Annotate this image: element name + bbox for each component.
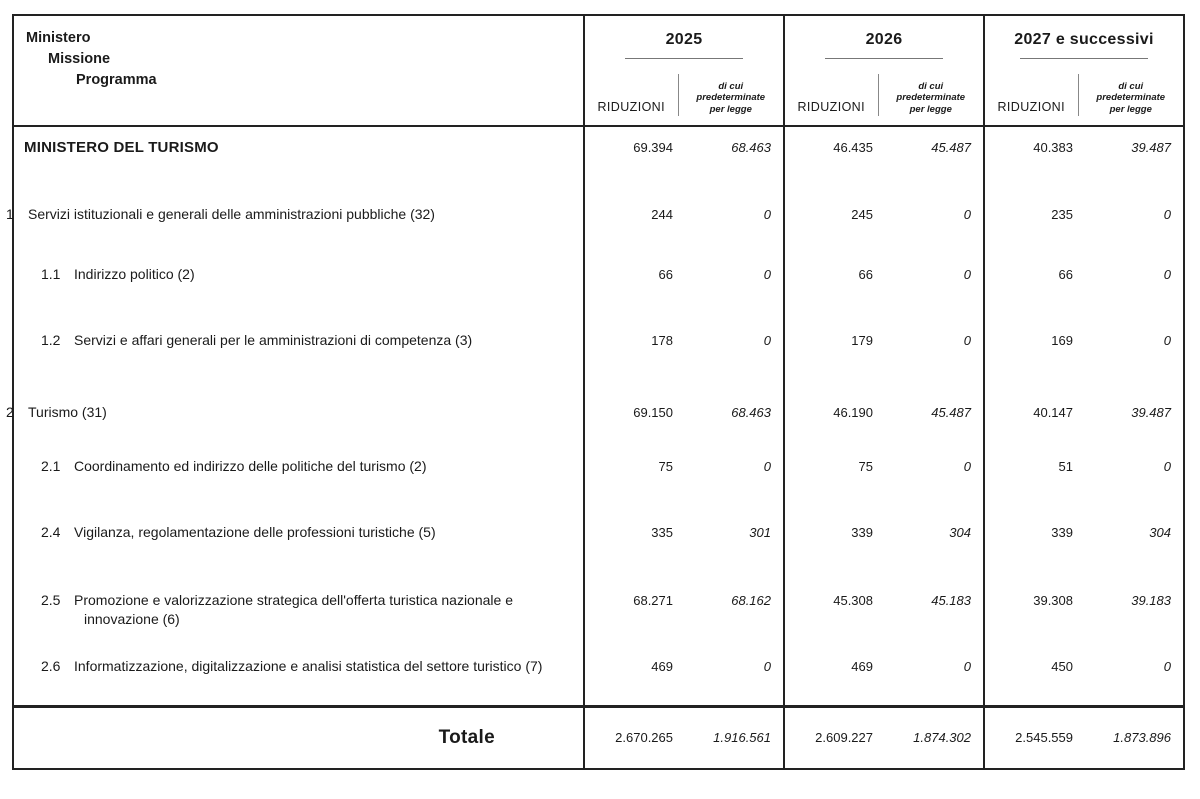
cell-predeterminate-2025: 0: [763, 207, 771, 222]
row-number: 1.2: [41, 332, 61, 348]
total-predeterminate-2026: 1.874.302: [913, 730, 971, 745]
header-year-2026-wrap: [785, 16, 983, 59]
row-period-2027: [985, 647, 1183, 705]
row-label-cell: [14, 321, 585, 393]
cell-predeterminate-2027: 39.487: [1131, 140, 1171, 155]
cell-predeterminate-2027: 39.487: [1131, 405, 1171, 420]
cell-riduzioni-2027: 235: [1051, 207, 1073, 222]
cell-predeterminate-2025: 68.463: [731, 405, 771, 420]
cell-riduzioni-2026: 179: [851, 333, 873, 348]
cell-riduzioni-2025: 69.394: [633, 140, 673, 155]
row-label-cell: [14, 255, 585, 321]
table-row: [14, 513, 1183, 581]
cell-predeterminate-2025: 0: [763, 459, 771, 474]
row-number: 1.1: [41, 266, 61, 282]
row-period-2026: [785, 127, 985, 195]
table-row: [14, 255, 1183, 321]
cell-riduzioni-2025: 75: [658, 459, 673, 474]
page-bottom-stub: [12, 783, 1185, 799]
cell-riduzioni-2025: 69.150: [633, 405, 673, 420]
row-number: 2.1: [41, 458, 61, 474]
header-year-2025: 2025: [665, 31, 703, 48]
row-period-2026: [785, 255, 985, 321]
cell-riduzioni-2026: 339: [851, 525, 873, 540]
header-subcolumns-2025: [585, 59, 783, 125]
header-missione-label: Missione: [48, 51, 111, 67]
row-label-cell: [14, 513, 585, 581]
table-row: [6, 393, 1183, 447]
row-period-2025: [585, 647, 785, 705]
total-riduzioni-2026: 2.609.227: [815, 730, 873, 745]
cell-predeterminate-2027: 39.183: [1131, 593, 1171, 608]
row-period-2027: [985, 581, 1183, 647]
cell-riduzioni-2025: 335: [651, 525, 673, 540]
row-label: 1.2Servizi e affari generali per le amministrazioni di competenza (3): [41, 332, 473, 348]
cell-riduzioni-2027: 51: [1058, 459, 1073, 474]
row-label: 1Servizi istituzionali e generali delle amministrazioni pubbliche (32): [6, 206, 435, 222]
row-label-cell: [6, 393, 585, 447]
header-predeterminate-2026: [879, 81, 984, 119]
predet-line-3: per legge: [1109, 103, 1152, 115]
total-period-2026: [785, 707, 985, 769]
row-period-2027: [985, 195, 1183, 255]
row-period-2025: [585, 581, 785, 647]
cell-riduzioni-2027: 66: [1058, 267, 1073, 282]
row-period-2027: [985, 321, 1183, 393]
predet-line-2: predeterminate: [696, 92, 766, 103]
row-label-cell: [6, 195, 585, 255]
row-label-cell: [14, 647, 585, 705]
predet-line-1: di cui: [918, 80, 944, 92]
cell-predeterminate-2026: 45.487: [931, 405, 971, 420]
row-number: 2.5: [41, 592, 61, 608]
header-predeterminate-2025: [679, 81, 784, 119]
cell-predeterminate-2027: 0: [1163, 207, 1171, 222]
row-label: 2.5Promozione e valorizzazione strategica dell'offerta turistica nazionale e innovazione (6): [41, 592, 513, 627]
row-period-2025: [585, 393, 785, 447]
header-period-2026: [785, 16, 985, 125]
cell-predeterminate-2026: 304: [949, 525, 971, 540]
row-period-2025: [585, 255, 785, 321]
total-riduzioni-2027: 2.545.559: [1015, 730, 1073, 745]
header-riduzioni-2026: RIDUZIONI: [797, 100, 865, 114]
row-period-2026: [785, 195, 985, 255]
cell-predeterminate-2026: 0: [963, 207, 971, 222]
total-predeterminate-2025: 1.916.561: [713, 730, 771, 745]
cell-predeterminate-2026: 0: [963, 659, 971, 674]
row-label-cell: [14, 447, 585, 513]
table-row: [14, 647, 1183, 705]
header-year-2026: 2026: [865, 31, 903, 48]
row-number: 2.4: [41, 524, 61, 540]
predet-line-2: predeterminate: [896, 92, 966, 103]
cell-riduzioni-2025: 469: [651, 659, 673, 674]
row-period-2027: [985, 447, 1183, 513]
row-label-cell: [14, 127, 585, 195]
header-riduzioni-2027: RIDUZIONI: [997, 100, 1065, 114]
table-row: [6, 195, 1183, 255]
predet-line-1: di cui: [718, 80, 744, 92]
cell-predeterminate-2025: 68.463: [731, 140, 771, 155]
cell-riduzioni-2027: 450: [1051, 659, 1073, 674]
table-body: [6, 127, 1183, 705]
cell-predeterminate-2025: 0: [763, 267, 771, 282]
cell-riduzioni-2027: 39.308: [1033, 593, 1073, 608]
cell-predeterminate-2025: 0: [763, 333, 771, 348]
total-predeterminate-2027: 1.873.896: [1113, 730, 1171, 745]
cell-riduzioni-2025: 244: [651, 207, 673, 222]
row-period-2025: [585, 447, 785, 513]
table-header: [14, 16, 1183, 127]
cell-predeterminate-2025: 0: [763, 659, 771, 674]
header-year-2025-wrap: [585, 16, 783, 59]
row-period-2027: [985, 393, 1183, 447]
cell-riduzioni-2025: 68.271: [633, 593, 673, 608]
header-subcolumns-2026: [785, 59, 983, 125]
table-row: [14, 581, 1183, 647]
cell-riduzioni-2026: 75: [858, 459, 873, 474]
header-subcolumns-2027: [985, 59, 1183, 125]
cell-riduzioni-2027: 169: [1051, 333, 1073, 348]
header-period-2025: [585, 16, 785, 125]
total-riduzioni-2025: 2.670.265: [615, 730, 673, 745]
cell-riduzioni-2025: 66: [658, 267, 673, 282]
total-period-2025: [585, 707, 785, 769]
header-programma-label: Programma: [76, 72, 157, 88]
cell-riduzioni-2027: 40.383: [1033, 140, 1073, 155]
cell-predeterminate-2026: 0: [963, 459, 971, 474]
predet-line-1: di cui: [1118, 80, 1144, 92]
header-riduzioni-2025: RIDUZIONI: [597, 100, 665, 114]
row-label: 2.4Vigilanza, regolamentazione delle professioni turistiche (5): [41, 524, 436, 540]
row-period-2025: [585, 195, 785, 255]
cell-riduzioni-2026: 245: [851, 207, 873, 222]
predet-line-3: per legge: [709, 103, 752, 115]
row-period-2027: [985, 255, 1183, 321]
total-label: Totale: [438, 726, 495, 748]
row-period-2026: [785, 581, 985, 647]
cell-predeterminate-2025: 68.162: [731, 593, 771, 608]
header-hierarchy-column: [14, 16, 585, 125]
cell-predeterminate-2026: 0: [963, 267, 971, 282]
row-label: 2.6Informatizzazione, digitalizzazione e analisi statistica del settore turistico (7): [41, 658, 543, 674]
row-period-2025: [585, 513, 785, 581]
cell-predeterminate-2027: 0: [1163, 333, 1171, 348]
row-label: 1.1Indirizzo politico (2): [41, 266, 195, 282]
row-period-2027: [985, 127, 1183, 195]
row-period-2026: [785, 447, 985, 513]
cell-riduzioni-2027: 339: [1051, 525, 1073, 540]
cell-riduzioni-2026: 469: [851, 659, 873, 674]
row-label: 2Turismo (31): [6, 404, 107, 420]
cell-riduzioni-2026: 46.190: [833, 405, 873, 420]
cell-predeterminate-2027: 0: [1163, 267, 1171, 282]
cell-riduzioni-2026: 66: [858, 267, 873, 282]
cell-predeterminate-2027: 304: [1149, 525, 1171, 540]
predet-line-2: predeterminate: [1096, 92, 1166, 103]
row-period-2026: [785, 647, 985, 705]
cell-predeterminate-2026: 45.183: [931, 593, 971, 608]
row-period-2026: [785, 513, 985, 581]
total-label-cell: [14, 707, 585, 769]
row-number: 2.6: [41, 658, 61, 674]
table-row: [14, 321, 1183, 393]
cell-predeterminate-2027: 0: [1163, 659, 1171, 674]
row-period-2026: [785, 393, 985, 447]
table-row: [14, 127, 1183, 195]
cell-riduzioni-2026: 45.308: [833, 593, 873, 608]
row-period-2025: [585, 127, 785, 195]
row-period-2025: [585, 321, 785, 393]
total-period-2027: [985, 707, 1183, 769]
cell-predeterminate-2027: 0: [1163, 459, 1171, 474]
header-year-2027: 2027 e successivi: [1014, 31, 1154, 48]
row-period-2026: [785, 321, 985, 393]
header-year-2027-wrap: [985, 16, 1183, 59]
cell-predeterminate-2025: 301: [749, 525, 771, 540]
row-period-2027: [985, 513, 1183, 581]
cell-riduzioni-2025: 178: [651, 333, 673, 348]
cell-predeterminate-2026: 45.487: [931, 140, 971, 155]
table-row-total: [14, 708, 1183, 770]
table-row: [14, 447, 1183, 513]
row-label: 2.1Coordinamento ed indirizzo delle politiche del turismo (2): [41, 458, 427, 474]
header-predeterminate-2027: [1079, 81, 1184, 119]
header-ministero-label: Ministero: [26, 30, 91, 46]
cell-riduzioni-2027: 40.147: [1033, 405, 1073, 420]
row-label: MINISTERO DEL TURISMO: [24, 139, 219, 156]
budget-reductions-table: [6, 14, 1185, 770]
header-period-2027: [985, 16, 1183, 125]
cell-riduzioni-2026: 46.435: [833, 140, 873, 155]
predet-line-3: per legge: [909, 103, 952, 115]
cell-predeterminate-2026: 0: [963, 333, 971, 348]
row-label-cell: [14, 581, 585, 647]
